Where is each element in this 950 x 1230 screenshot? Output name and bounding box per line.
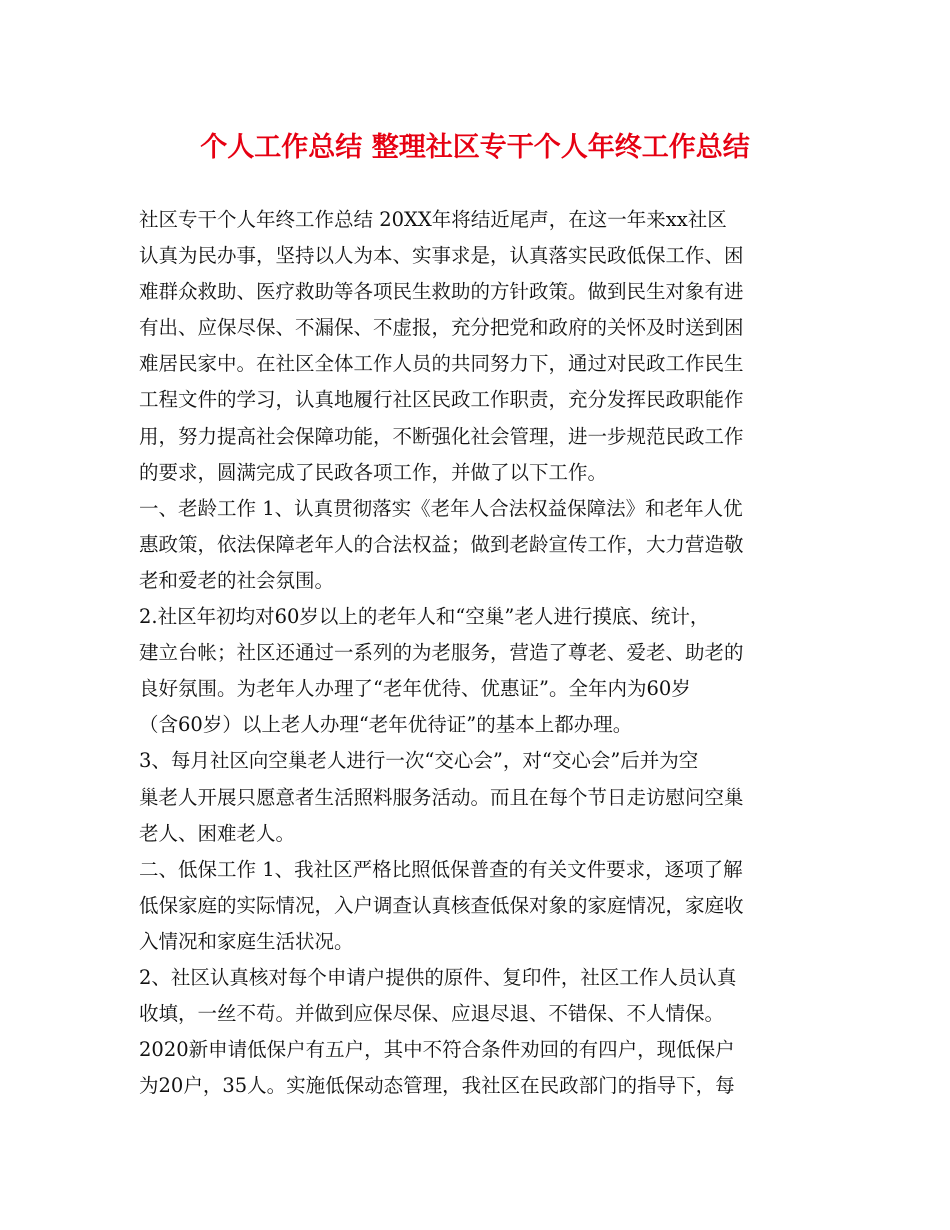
body-line: 老和爱老的社会氛围。 xyxy=(139,568,335,592)
body-line: 用，努力提高社会保障功能，不断强化社会管理，进一步规范民政工作 xyxy=(139,424,744,448)
body-line: 难群众救助、医疗救助等各项民生救助的方针政策。做到民生对象有进 xyxy=(139,280,744,304)
body-line: 收填，一丝不苟。并做到应保尽保、应退尽退、不错保、不人情保。 xyxy=(139,1002,725,1026)
body-line: 的要求，圆满完成了民政各项工作，并做了以下工作。 xyxy=(139,460,608,484)
body-line: 2、社区认真核对每个申请户提供的原件、复印件，社区工作人员认真 xyxy=(139,965,737,989)
body-line: （含60岁）以上老人办理“老年优待证”的基本上都办理。 xyxy=(139,713,633,737)
body-line: 2.社区年初均对60岁以上的老年人和“空巢”老人进行摸底、统计， xyxy=(139,605,710,629)
section-heading-line: 二、低保工作 1、我社区严格比照低保普查的有关文件要求，逐项了解 xyxy=(139,857,743,881)
body-line: 3、每月社区向空巢老人进行一次“交心会”，对“交心会”后并为空 xyxy=(139,749,699,773)
body-line: 2020新申请低保户有五户，其中不符合条件劝回的有四户，现低保户 xyxy=(139,1038,735,1062)
body-line: 难居民家中。在社区全体工作人员的共同努力下，通过对民政工作民生 xyxy=(139,352,744,376)
body-line: 社区专干个人年终工作总结 20XX年将结近尾声，在这一年来xx社区 xyxy=(139,208,727,231)
body-line: 建立台帐；社区还通过一系列的为老服务，营造了尊老、爱老、助老的 xyxy=(139,641,744,665)
body-line: 认真为民办事，坚持以人为本、实事求是，认真落实民政低保工作、困 xyxy=(139,244,744,268)
document-body xyxy=(139,202,819,1104)
body-line: 为20户，35人。实施低保动态管理，我社区在民政部门的指导下，每 xyxy=(139,1074,735,1098)
section-heading-line: 一、老龄工作 1、认真贯彻落实《老年人合法权益保障法》和老年人优 xyxy=(139,496,743,520)
body-line: 入情况和家庭生活状况。 xyxy=(139,929,354,953)
document-title: 个人工作总结 整理社区专干个人年终工作总结 xyxy=(200,132,750,163)
body-line: 良好氛围。为老年人办理了“老年优待、优惠证”。全年内为60岁 xyxy=(139,677,691,701)
body-line: 工程文件的学习，认真地履行社区民政工作职责，充分发挥民政职能作 xyxy=(139,388,744,412)
body-line: 巢老人开展只愿意者生活照料服务活动。而且在每个节日走访慰问空巢 xyxy=(139,785,744,809)
body-line: 老人、困难老人。 xyxy=(139,821,296,845)
body-line: 低保家庭的实际情况，入户调查认真核查低保对象的家庭情况，家庭收 xyxy=(139,893,744,917)
body-line: 有出、应保尽保、不漏保、不虚报，充分把党和政府的关怀及时送到困 xyxy=(139,316,744,340)
body-line: 惠政策，依法保障老年人的合法权益；做到老龄宣传工作，大力营造敬 xyxy=(139,532,744,556)
